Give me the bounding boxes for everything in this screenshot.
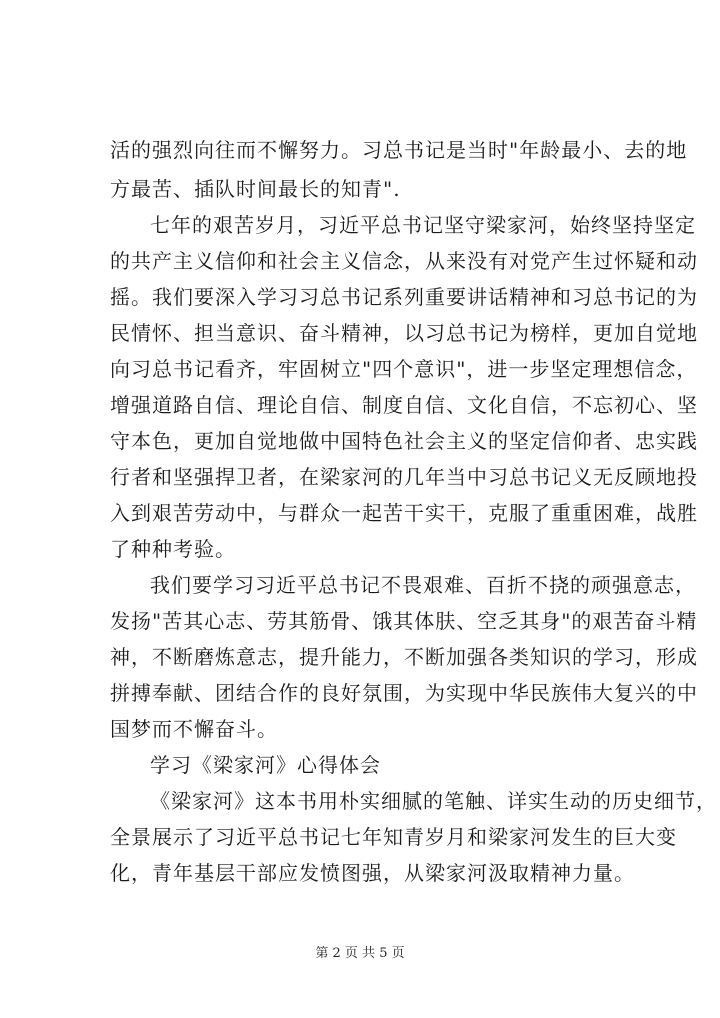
text-line: 了种种考验。: [110, 537, 236, 561]
page-footer: 第 2 页 共 5 页: [315, 946, 405, 961]
section-title: 学习《梁家河》心得体会: [150, 753, 381, 777]
text-line: 摇。我们要深入学习习总书记系列重要讲话精神和习总书记的为: [110, 285, 698, 309]
paragraph-start: 《梁家河》这本书用朴实细腻的笔触、详实生动的历史细节，: [150, 789, 717, 813]
text-line: 拼搏奉献、团结合作的良好氛围，为实现中华民族伟大复兴的中: [110, 681, 698, 705]
text-line: 的共产主义信仰和社会主义信念，从来没有对党产生过怀疑和动: [110, 249, 698, 273]
text-line: 活的强烈向往而不懈努力。习总书记是当时"年龄最小、去的地: [110, 138, 688, 162]
paragraph-start: 我们要学习习近平总书记不畏艰难、百折不挠的顽强意志，: [150, 573, 696, 597]
text-line: 入到艰苦劳动中，与群众一起苦干实干，克服了重重困难，战胜: [110, 501, 698, 525]
text-line: 民情怀、担当意识、奋斗精神，以习总书记为榜样，更加自觉地: [110, 321, 698, 345]
text-line: 向习总书记看齐，牢固树立"四个意识"，进一步坚定理想信念，: [110, 357, 698, 381]
text-line: 守本色，更加自觉地做中国特色社会主义的坚定信仰者、忠实践: [110, 429, 698, 453]
paragraph-start: 七年的艰苦岁月，习近平总书记坚守梁家河，始终坚持坚定: [150, 213, 696, 237]
text-line: 化，青年基层干部应发愤图强，从梁家河汲取精神力量。: [110, 861, 635, 885]
text-line: 神，不断磨炼意志，提升能力，不断加强各类知识的学习，形成: [110, 645, 698, 669]
text-line: 国梦而不懈奋斗。: [110, 717, 278, 741]
text-line: 全景展示了习近平总书记七年知青岁月和梁家河发生的巨大变: [110, 825, 677, 849]
text-line: 增强道路自信、理论自信、制度自信、文化自信，不忘初心、坚: [110, 393, 698, 417]
text-line: 行者和坚强捍卫者，在梁家河的几年当中习总书记义无反顾地投: [110, 465, 698, 489]
text-line: 发扬"苦其心志、劳其筋骨、饿其体肤、空乏其身"的艰苦奋斗精: [110, 609, 698, 633]
text-line: 方最苦、插队时间最长的知青".: [110, 177, 401, 201]
